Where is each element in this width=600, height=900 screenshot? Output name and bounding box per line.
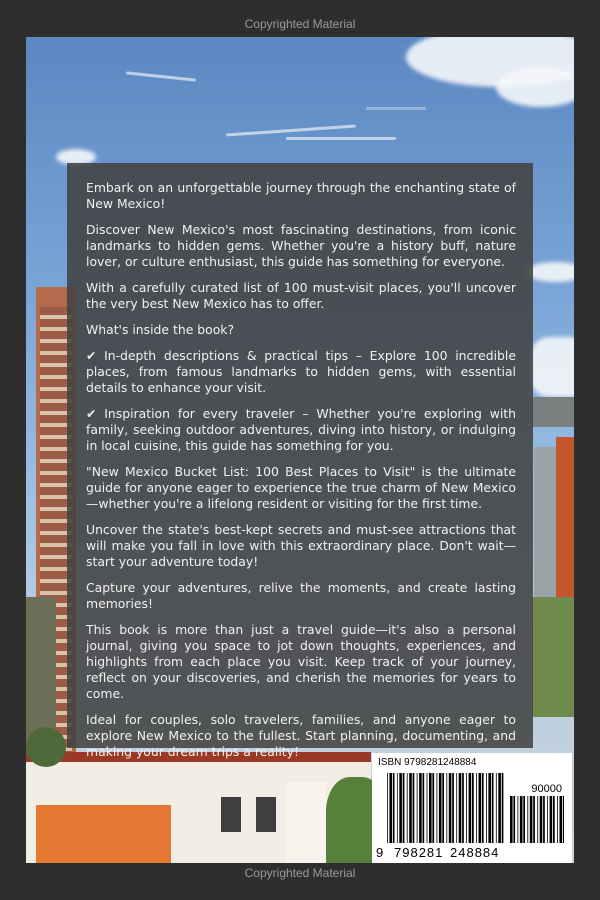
feature-item: ✔ In-depth descriptions & practical tips – Explore 100 incredible places, from famous landmarks to hidden gems, with essential details to enhance your visit.	[86, 348, 516, 395]
description-paragraph: With a carefully curated list of 100 must-visit places, you'll uncover the very best New Mexico has to offer.	[86, 280, 516, 311]
isbn-label: ISBN 9798281248884	[378, 757, 477, 768]
description-paragraph: This book is more than just a travel guide—it's also a personal journal, giving you space to jot down thoughts, experiences, and highlights from each place you visit. Keep track of your journey, reflect on your discoveries, and cherish the memories for years to come.	[86, 622, 516, 701]
description-paragraph: Discover New Mexico's most fascinating destinations, from iconic landmarks to hidden gems. Whether you're a history buff, nature lover, or culture enthusiast, this guide has something for everyone.	[86, 222, 516, 269]
barcode-digits-right: 248884	[450, 845, 500, 860]
copyright-watermark-top: Copyrighted Material	[244, 17, 356, 31]
ean-barcode-bars	[386, 773, 504, 843]
feature-item: ✔ Inspiration for every traveler – Whether you're exploring with family, seeking outdoor adventures, diving into history, or indulging in local cuisine, this guide has something for you.	[86, 406, 516, 453]
barcode-digit-first: 9	[376, 845, 385, 860]
description-paragraph: Uncover the state's best-kept secrets and must-see attractions that will make you fall in love with this extraordinary place. Don't wait—start your adventure today!	[86, 522, 516, 569]
book-description	[86, 180, 516, 770]
price-code: 90000	[531, 783, 562, 795]
description-paragraph: What's inside the book?	[86, 322, 235, 337]
barcode-digits-left: 798281	[394, 845, 444, 860]
description-paragraph: Ideal for couples, solo travelers, families, and anyone eager to explore New Mexico to the fullest. Start planning, documenting, and making your dream trips a reality!	[86, 712, 516, 759]
description-paragraph: Embark on an unforgettable journey through the enchanting state of New Mexico!	[86, 180, 516, 211]
description-paragraph: Capture your adventures, relive the moments, and create lasting memories!	[86, 580, 516, 611]
addon-barcode-bars	[509, 796, 564, 843]
isbn-barcode	[372, 753, 572, 863]
description-paragraph: "New Mexico Bucket List: 100 Best Places to Visit" is the ultimate guide for anyone eager to experience the true charm of New Mexico—whether you're a lifelong resident or visiting for the first time.	[86, 464, 516, 511]
copyright-watermark-bottom: Copyrighted Material	[244, 866, 356, 880]
